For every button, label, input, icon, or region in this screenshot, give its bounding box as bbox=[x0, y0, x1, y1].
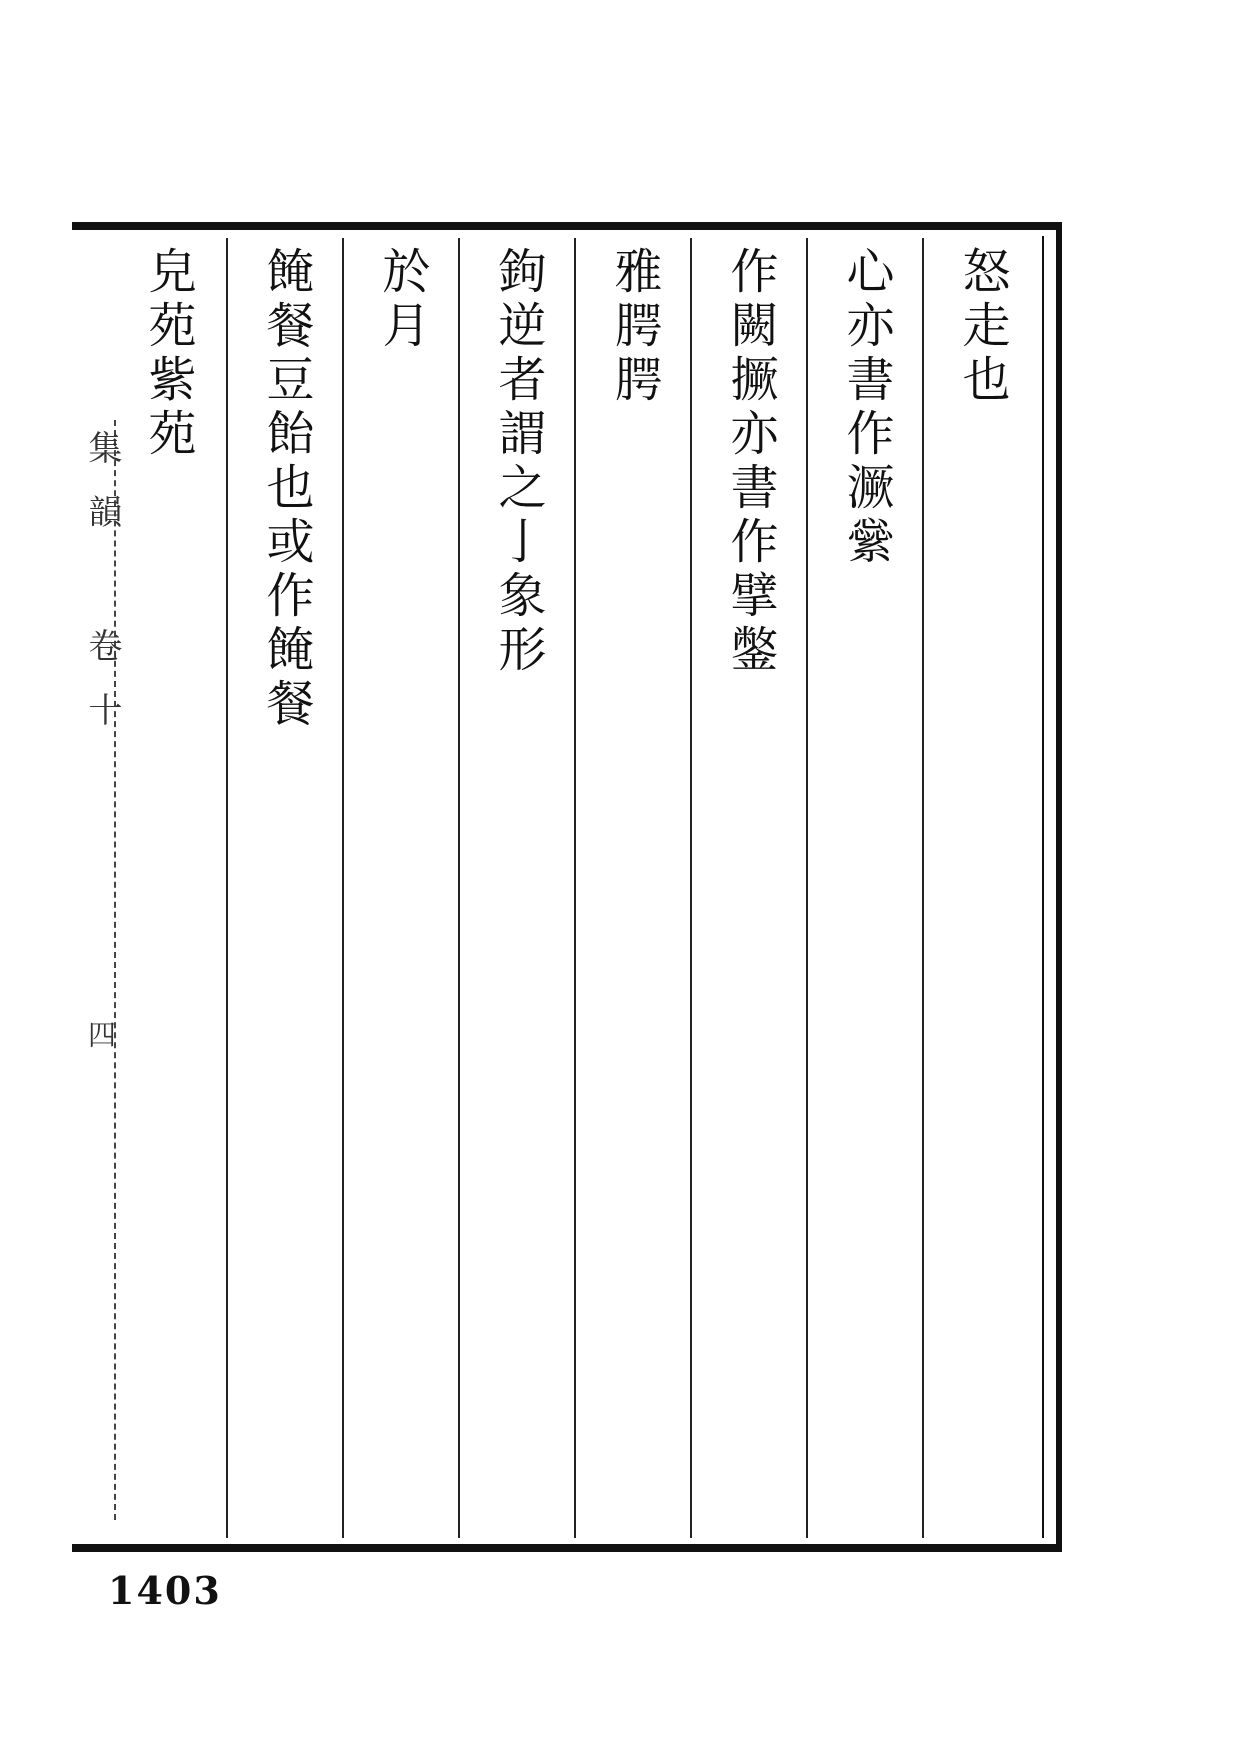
column-text: 作闕撅亦書作擘鐅 bbox=[722, 246, 778, 678]
text-column bbox=[342, 238, 458, 1538]
text-column bbox=[574, 238, 690, 1538]
text-column bbox=[458, 238, 574, 1538]
text-column bbox=[806, 238, 922, 1538]
text-column bbox=[110, 238, 226, 1538]
column-text: 鉤逆者謂之亅象形 bbox=[490, 246, 546, 678]
column-text: 於月 bbox=[374, 246, 430, 354]
column-text: 心亦書作㵐繠 bbox=[838, 246, 894, 570]
page-number: 1403 bbox=[108, 1568, 222, 1613]
text-column bbox=[226, 238, 342, 1538]
text-columns bbox=[108, 238, 1038, 1538]
spine-title: 集韻 卷十 bbox=[82, 430, 122, 756]
column-text: 雅腭腭 bbox=[606, 246, 662, 408]
spine-folio: 四 bbox=[84, 1020, 117, 1048]
column-text: 餣餐豆飴也或作餣餐 bbox=[258, 246, 314, 732]
text-column bbox=[690, 238, 806, 1538]
text-column bbox=[922, 238, 1038, 1538]
column-text: 皃苑紫苑 bbox=[140, 246, 196, 462]
column-text: 怒走也 bbox=[954, 246, 1010, 408]
